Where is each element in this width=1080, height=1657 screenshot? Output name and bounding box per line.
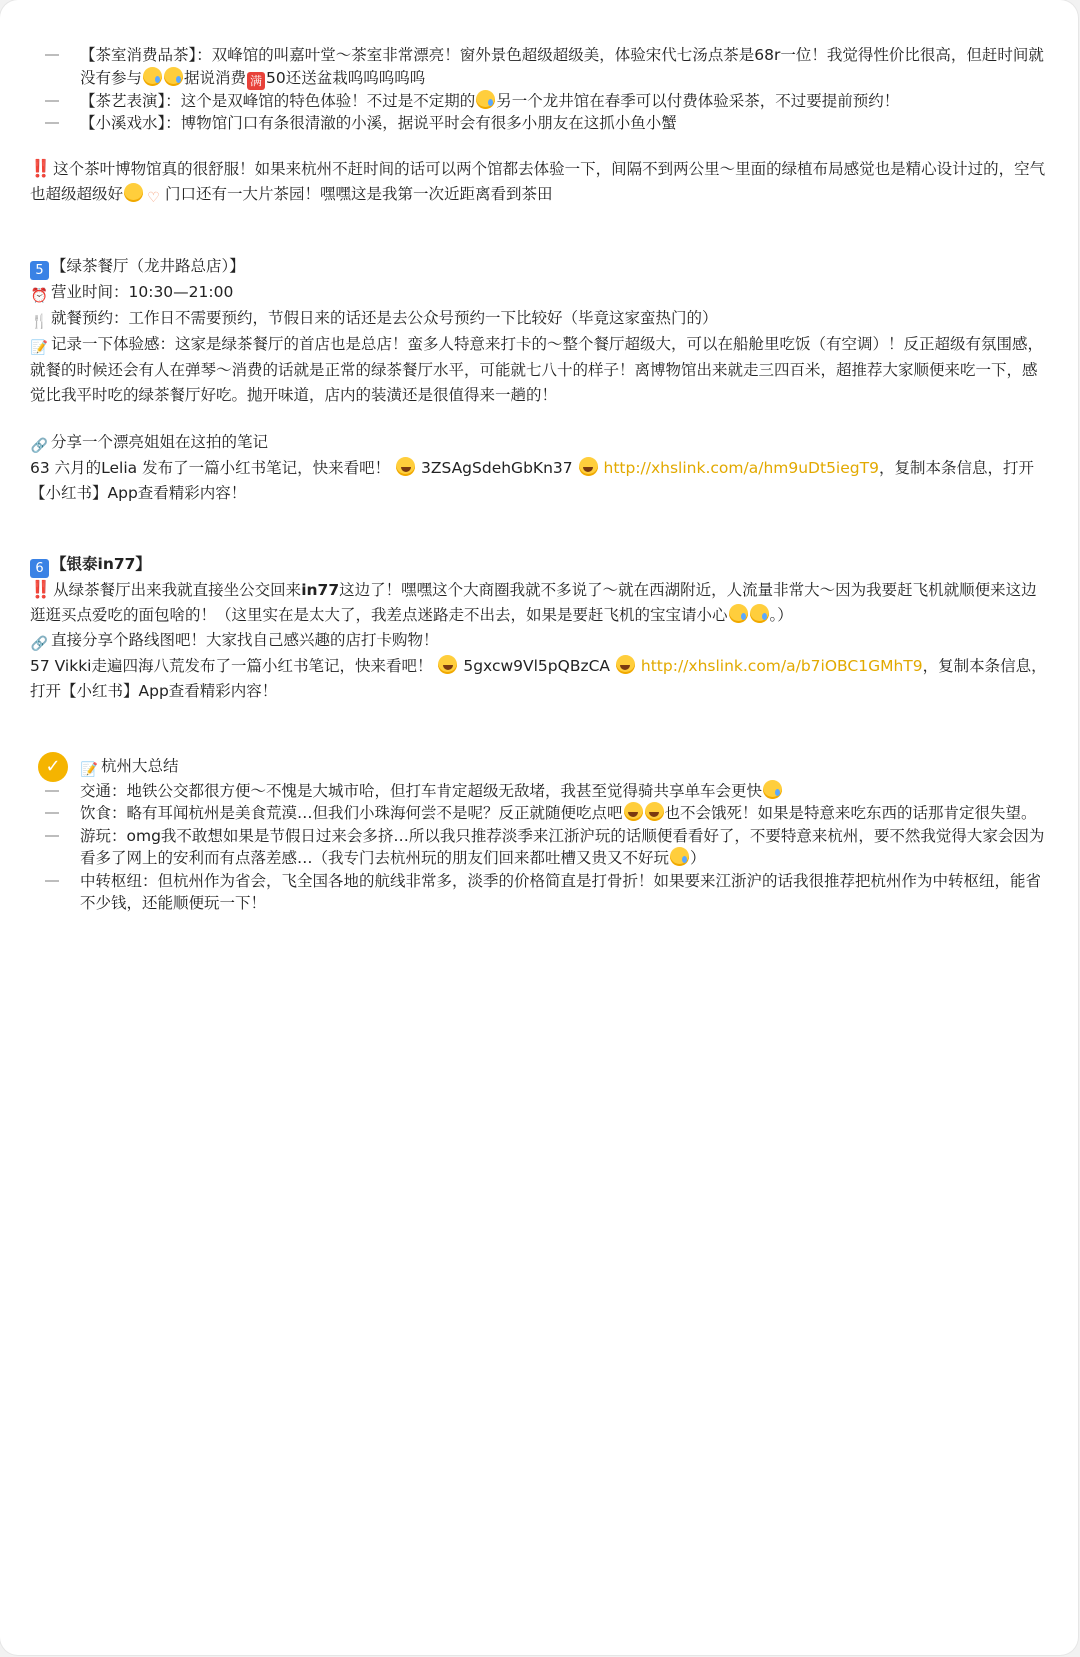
item-label: 【茶艺表演】 (80, 91, 166, 110)
list-item (30, 802, 1050, 825)
item-text: 50还送盆栽呜呜呜呜呜 (266, 68, 426, 87)
booking-text: 就餐预约：工作日不需要预约，节假日来的话还是去公众号预约一下比较好（毕竟这家蛮热门的） (51, 308, 718, 327)
experience-text: 记录一下体验感：这家是绿茶餐厅的首店也是总店！蛮多人特意来打卡的～整个餐厅超级大，可以在船舱里吃饭（有空调）！反正超级有氛围感，就餐的时候还会有人在弹琴～消费的话就是正常的绿茶餐厅水平，可能就七八十的样子！离博物馆出来就走三四百米，超推荐大家顺便来吃一下，感觉比我平时吃的绿茶餐厅好吃。抛开味道，店内的装潢还是很值得来一趟的！ (30, 334, 1044, 404)
laughing-face-icon (579, 457, 598, 476)
item-text: ） (690, 849, 706, 867)
dash-bullet (45, 100, 59, 102)
summary-title-row (30, 754, 1050, 780)
share-text: ，复制本条信息，打开【小红书】App查看精彩内容！ (30, 656, 1047, 700)
section-green-tea-restaurant (30, 254, 1050, 506)
item-text: ：这个是双峰馆的特色体验！不过是不定期的 (165, 91, 476, 110)
alarm-clock-icon: ⏰ (30, 287, 49, 304)
dash-bullet (45, 122, 59, 124)
hangzhou-summary (30, 754, 1050, 915)
route-note (30, 628, 1050, 654)
route-text: 直接分享个路线图吧！大家找自己感兴趣的店打卡购物！ (51, 630, 439, 649)
dash-bullet (45, 835, 59, 837)
item-text: ：博物馆门口有条很清澈的小溪，据说平时会有很多小朋友在这抓小鱼小蟹 (165, 114, 677, 132)
crying-face-icon (729, 604, 748, 623)
crying-face-icon (750, 604, 769, 623)
dash-bullet (45, 790, 59, 792)
hours-text: 营业时间：10:30—21:00 (51, 282, 234, 301)
section-body (30, 578, 1050, 628)
crying-face-icon (143, 67, 162, 86)
crying-face-icon (763, 780, 782, 799)
share-title-text: 分享一个漂亮姐姐在这拍的笔记 (51, 432, 269, 451)
section-intime-in77 (30, 552, 1050, 704)
item-text: 饮食：略有耳闻杭州是美食荒漠…但我们小珠海何尝不是呢？反正就随便吃点吧 (80, 804, 623, 822)
laughing-face-icon (616, 655, 635, 674)
opening-hours (30, 280, 1050, 306)
crying-face-icon (476, 90, 495, 109)
body-text: 。） (769, 605, 793, 624)
share-text: 57 Vikki走遍四海八荒发布了一篇小红书笔记，快来看吧！ (30, 656, 433, 675)
summary-text: 门口还有一大片茶园！嘿嘿这是我第一次近距离看到茶田 (165, 184, 553, 203)
share-note (30, 456, 1050, 506)
item-text: 也不会饿死！如果是特意来吃东西的话那肯定很失望。 (664, 804, 1037, 822)
list-item (30, 870, 1050, 915)
body-text: 从绿茶餐厅出来我就直接坐公交回来 (53, 580, 302, 599)
list-item (30, 780, 1050, 803)
dash-bullet (45, 54, 59, 56)
item-label: 【茶室消费品茶】 (80, 46, 197, 64)
share-link[interactable]: http://xhslink.com/a/hm9uDt5iegT9 (603, 458, 879, 477)
crying-face-icon (670, 847, 689, 866)
double-exclamation-icon: ‼️ (30, 579, 50, 600)
list-item (30, 44, 1050, 90)
body-text: 这边了！嘿嘿这个大商圈我就不多说了～就在西湖附近，人流量非常大～因为我要赶飞机就顺便来这边逛逛买点爱吃的面包啥的！（这里实在是太大了，我差点迷路走不出去，如果是要赶飞机的宝宝请小心 (30, 580, 1037, 624)
item-text: 中转枢纽：但杭州作为省会，飞全国各地的航线非常多，淡季的价格简直是打骨折！如果要来江浙沪的话我很推荐把杭州作为中转枢纽，能省不少钱，还能顺便玩一下！ (80, 871, 1042, 912)
list-item (30, 90, 1050, 113)
item-text: 另一个龙井馆在春季可以付费体验采茶，不过要提前预约！ (496, 91, 900, 110)
memo-icon: 📝 (80, 761, 99, 778)
check-circle-icon: ✓ (38, 752, 68, 782)
list-item (30, 825, 1050, 870)
summary-title: 杭州大总结 (101, 756, 179, 775)
yum-face-icon (124, 183, 143, 202)
list-item (30, 112, 1050, 135)
crying-face-icon (164, 67, 183, 86)
section-title (30, 254, 1050, 280)
summary-text: 这个茶叶博物馆真的很舒服！如果来杭州不赶时间的话可以两个馆都去体验一下，间隔不到两公里～里面的绿植布局感觉也是精心设计过的，空气也超级超级好 (30, 159, 1046, 203)
full-badge-icon: 满 (247, 72, 265, 90)
body-text: in77 (301, 580, 340, 599)
keycap-6-icon: 6 (30, 559, 49, 578)
item-text: 据说消费 (184, 68, 247, 87)
booking-info (30, 306, 1050, 332)
laughing-face-icon (396, 457, 415, 476)
museum-activities-list (30, 44, 1050, 135)
item-text: 交通：地铁公交都很方便～不愧是大城市哈，但打车肯定超级无敌堵，我甚至觉得骑共享单车会更快 (80, 781, 763, 800)
tears-of-joy-icon (645, 802, 664, 821)
memo-icon: 📝 (30, 339, 49, 356)
heart-hands-icon: ♡ (147, 189, 160, 206)
share-code: 5gxcw9Vl5pQBzCA (463, 656, 611, 675)
section-title (30, 552, 1050, 578)
share-link[interactable]: http://xhslink.com/a/b7iOBC1GMhT9 (640, 656, 923, 675)
share-title (30, 430, 1050, 456)
share-note (30, 654, 1050, 704)
share-text: ，复制本条信息，打开【小红书】App查看精彩内容！ (30, 458, 1034, 502)
keycap-5-icon: 5 (30, 261, 49, 280)
section-title-text: 【银泰in77】 (51, 554, 151, 573)
laughing-face-icon (438, 655, 457, 674)
link-icon: 🔗 (30, 437, 49, 454)
item-label: 【小溪戏水】 (80, 114, 166, 132)
museum-summary (30, 157, 1050, 208)
dash-bullet (45, 812, 59, 814)
summary-list (30, 780, 1050, 915)
dash-bullet (45, 880, 59, 882)
experience-note (30, 332, 1050, 408)
section-title-text: 【绿茶餐厅（龙井路总店）】 (51, 256, 245, 275)
tears-of-joy-icon (624, 802, 643, 821)
share-text: 63 六月的Lelia 发布了一篇小红书笔记，快来看吧！ (30, 458, 391, 477)
fork-knife-icon: 🍴 (30, 313, 49, 330)
double-exclamation-icon: ‼️ (30, 158, 50, 179)
item-text: ：双峰馆的叫嘉叶堂～茶室非常漂亮！窗外景色超级超级美，体验宋代七汤点茶是68r一位！我觉得性价比很高，但赶时间就没有参与 (80, 46, 1044, 87)
link-icon: 🔗 (30, 635, 49, 652)
item-text: 游玩：omg我不敢想如果是节假日过来会多挤…所以我只推荐淡季来江浙沪玩的话顺便看看好了，不要特意来杭州，要不然我觉得大家会因为看多了网上的安利而有点落差感…（我专门去杭州玩的朋友们回来都吐槽又贵又不好玩 (80, 826, 1045, 867)
share-code: 3ZSAgSdehGbKn37 (420, 458, 573, 477)
note-content (30, 44, 1050, 915)
